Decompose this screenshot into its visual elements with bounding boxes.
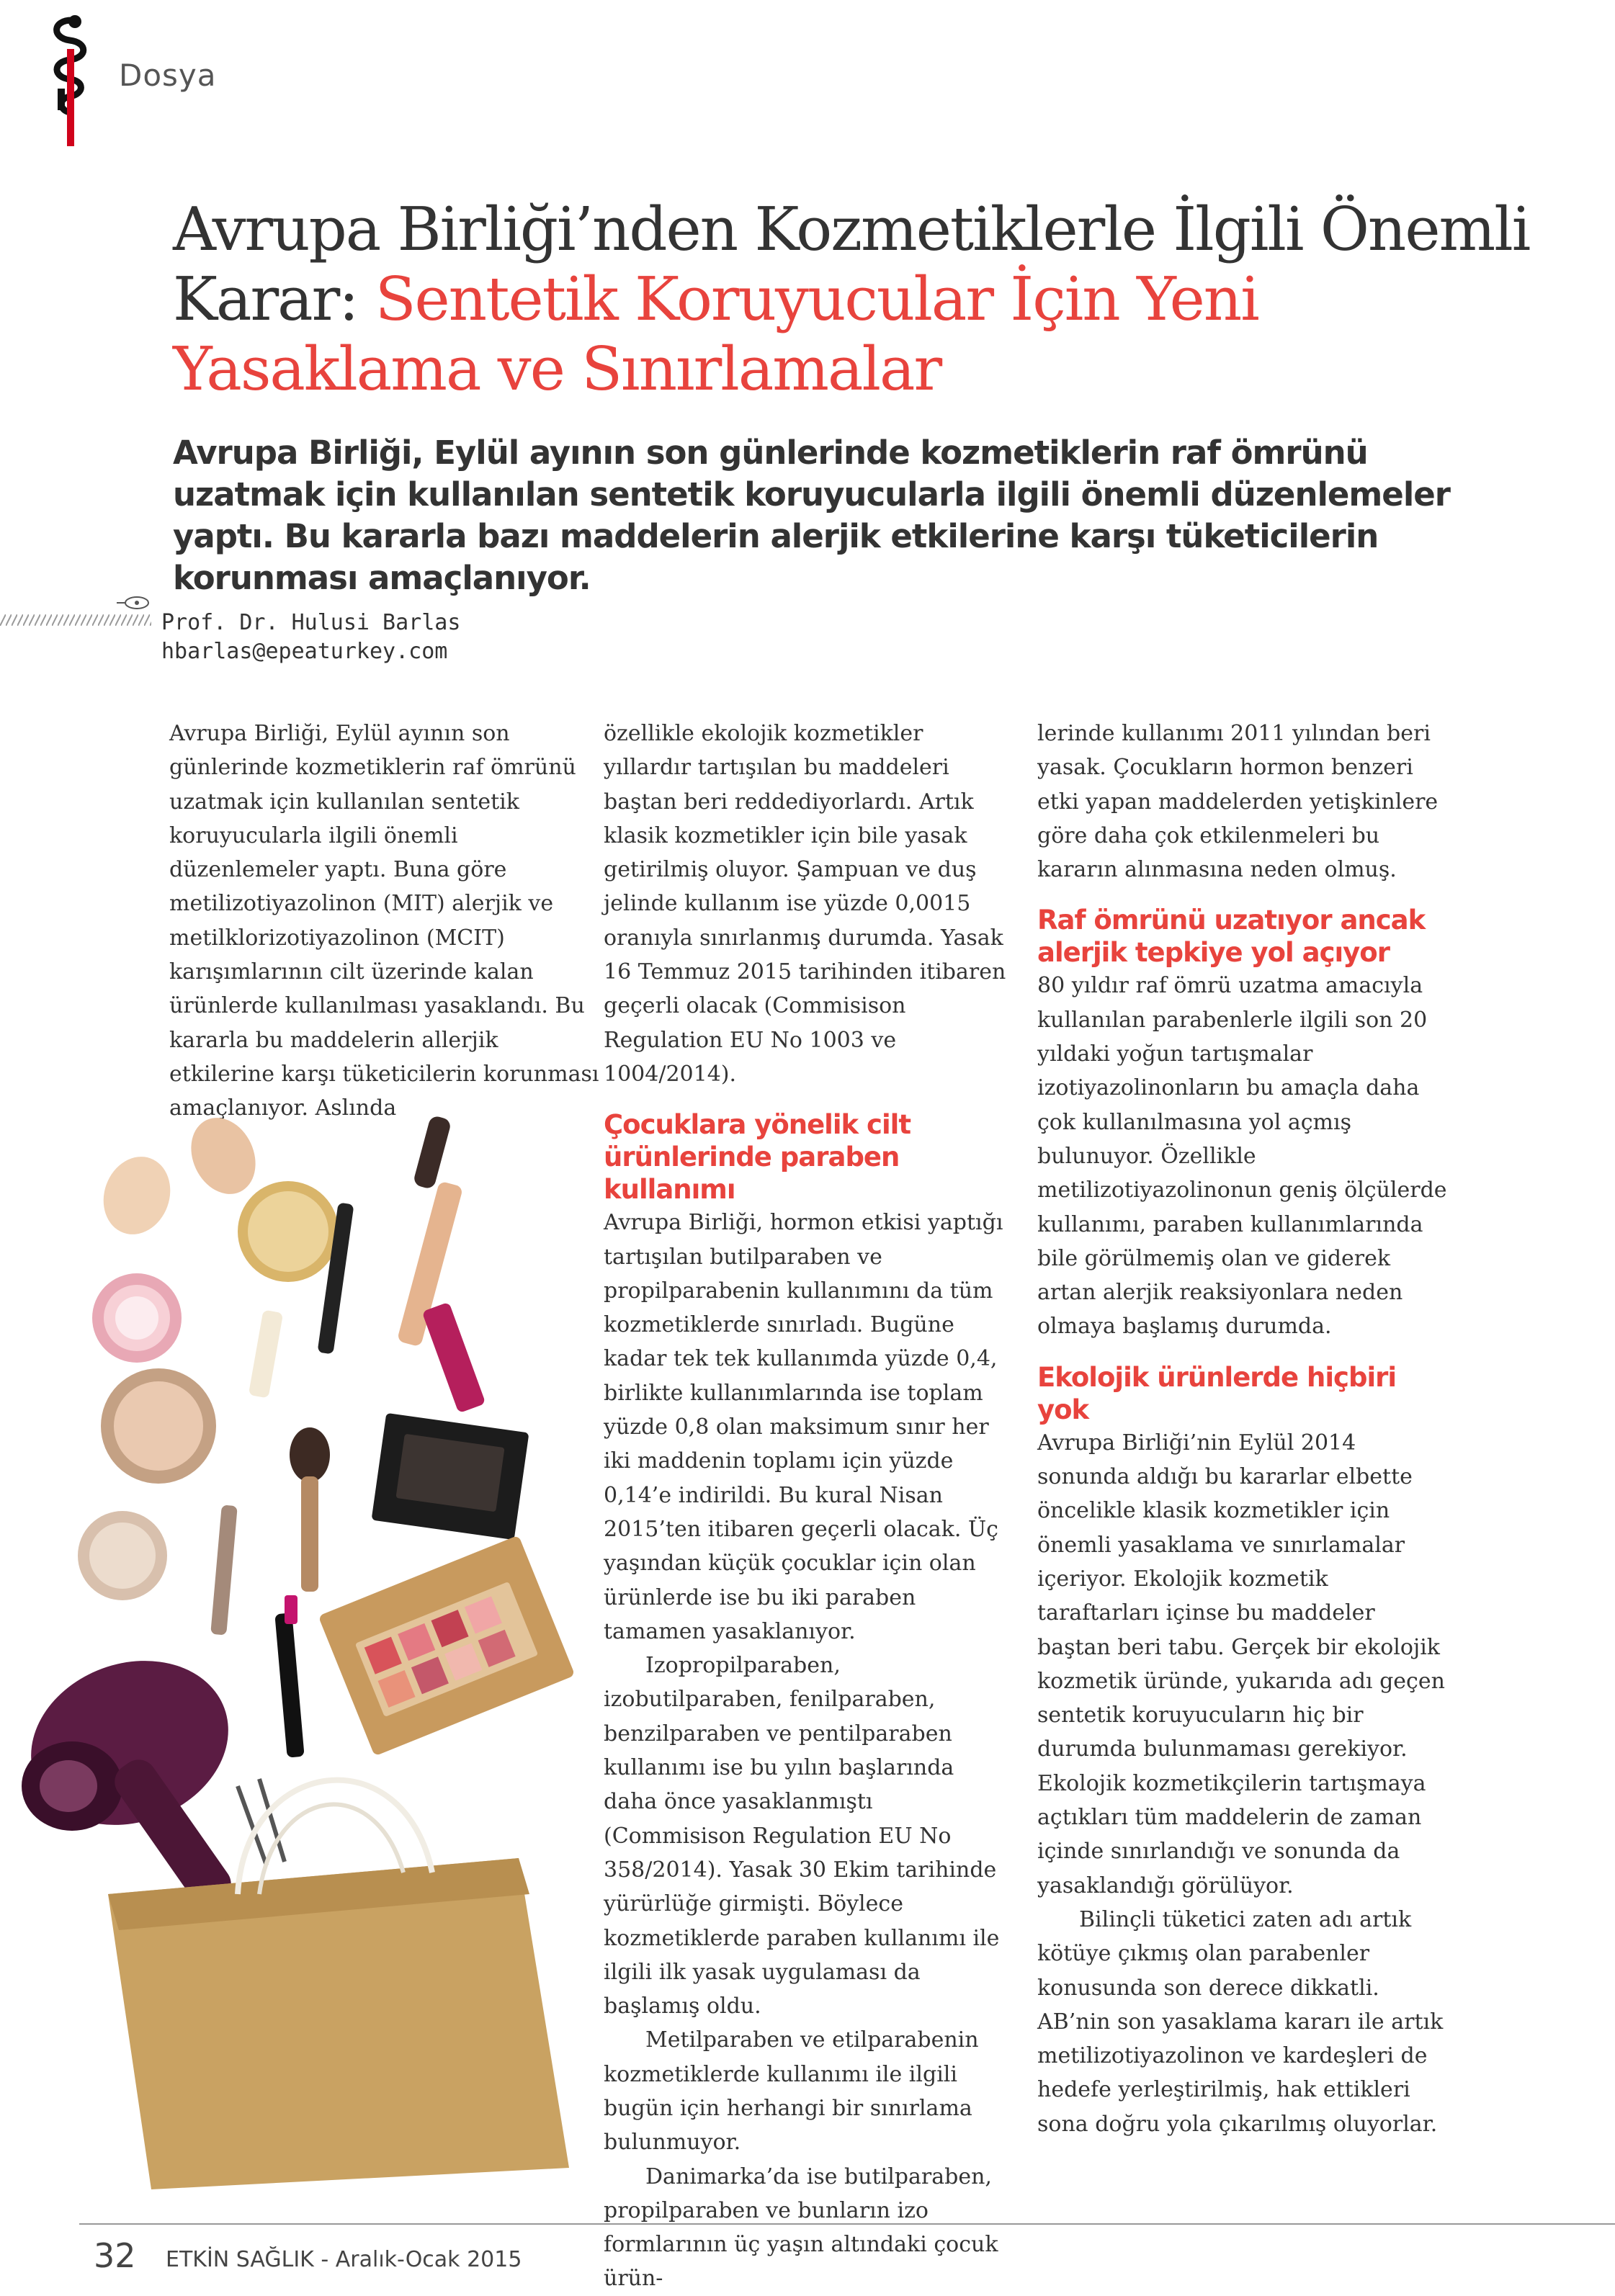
article-title — [173, 194, 1542, 404]
column-1 — [169, 717, 601, 1126]
paragraph: Metilparaben ve etilparabenin kozmetiklerde kullanımı ile ilgili bugün için herhangi bir sınırlama bulunmuyor. — [604, 2027, 979, 2156]
footer-publication: ETKİN SAĞLIK - Aralık-Ocak 2015 — [166, 2247, 522, 2272]
article-lead: Avrupa Birliği, Eylül ayının son günlerinde kozmetiklerin raf ömrünü uzatmak için kullanılan sentetik koruyucularla ilgili önemli düzenlemeler yaptı. Bu kararla bazı maddelerin alerjik etkilerine karşı tüketicilerin korunması amaçlanıyor. — [173, 434, 1450, 597]
caduceus-logo-icon — [37, 13, 102, 150]
cosmetics-bag-illustration — [0, 1066, 605, 2189]
footer-rule — [79, 2223, 1615, 2225]
author-hatch-rule — [0, 614, 151, 626]
section-label: Dosya — [119, 58, 217, 93]
subheading-ecological: Ekolojik ürünlerde hiçbiri yok — [1037, 1361, 1397, 1425]
paragraph: Avrupa Birliği, hormon etkisi yaptığı tartışılan butilparaben ve propilparabenin kullanımını da tüm kozmetiklerde sınırladı. Bugüne kadar tek tek kullanımda yüzde 0,4, birlikte kullanımlarında ise toplam yüzde 0,8 olan maksimum sınır her iki maddenin toplamı için yüzde 0,14’e indirildi. Bu kural Nisan 2015’ten itibaren geçerli olacak. Üç yaşından küçük çocuklar için olan ürünlerde ise bu iki paraben tamamen yasaklanıyor. — [604, 1210, 1003, 1644]
author-email[interactable]: hbarlas@epeaturkey.com — [161, 639, 448, 664]
paragraph: özellikle ekolojik kozmetikler yıllardır tartışılan bu maddeleri baştan beri reddediyorlardı. Artık klasik kozmetikler için bile yasak getirilmiş oluyor. Şampuan ve duş jelinde kullanım ise yüzde 0,0015 oranıyla sınırlanmış durumda. Yasak 16 Temmuz 2015 tarihinden itibaren geçerli olacak (Commisison Regulation EU No 1003 ve 1004/2014). — [604, 721, 1006, 1087]
paragraph: lerinde kullanımı 2011 yılından beri yasak. Çocukların hormon benzeri etki yapan maddelerden yetişkinlere göre daha çok etkilenmeleri bu kararın alınmasına neden olmuş. — [1037, 721, 1439, 883]
author-name: Prof. Dr. Hulusi Barlas — [161, 610, 461, 635]
column-2 — [604, 717, 1007, 2296]
title-part-highlight: Sentetik Koruyucular İçin Yeni Yasaklama ve Sınırlamalar — [173, 264, 1258, 404]
author-block — [161, 609, 460, 666]
paragraph: 80 yıldır raf ömrü uzatma amacıyla kullanılan parabenlerle ilgili son 20 yıldaki yoğun tartışmalar izotiyazolinonların bu amaçla daha çok kullanılmasına yol açmış bulunuyor. Özellikle metilizotiyazolinonun geniş ölçülerde kullanımı, paraben kullanımlarında bile görülmemiş olan ve giderek artan alerjik reaksiyonlara neden olmaya başlamış durumda. — [1037, 973, 1447, 1340]
column-3 — [1037, 717, 1448, 2141]
paragraph: Avrupa Birliği’nin Eylül 2014 sonunda aldığı bu kararlar elbette öncelikle klasik kozmetikler için önemli yasaklama ve sınırlamalar içeriyor. Ekolojik kozmetik taraftarları içinse bu maddeler baştan beri tabu. Gerçek bir ekolojik kozmetik üründe, yukarıda adı geçen sentetik koruyucuların hiç bir durumda bulunmaması gerekiyor. Ekolojik kozmetikçilerin tartışmaya açtıkları tüm maddelerin de zaman içinde sınırlandığı ve sonunda da yasaklandığı görülüyor. — [1037, 1430, 1445, 1898]
paragraph: Izopropilparaben, izobutilparaben, fenilparaben, benzilparaben ve pentilparaben kullanımı ise bu yılın başlarında daha önce yasaklanmıştı (Commisison Regulation EU No 358/2014). Yasak 30 Ekim tarihinde yürürlüğe girmişti. Böylece kozmetiklerde paraben kullanımı ile ilgili ilk yasak uygulaması da başlamış oldu. — [604, 1653, 1000, 2019]
title-part-main: Avrupa Birliği’nden Kozmetiklerle İlgili Önemli Karar: — [173, 194, 1530, 334]
paragraph: Bilinçli tüketici zaten adı artık kötüye çıkmış olan parabenler konusunda son derece dikkatli. AB’nin son yasaklama kararı ile artık metilizotiyazolinon ve kardeşleri de hedefe yerleştirilmiş, hak ettikleri sona doğru yola çıkarılmış oluyorlar. — [1037, 1906, 1444, 2137]
paragraph: Avrupa Birliği, Eylül ayının son günlerinde kozmetiklerin raf ömrünü uzatmak için kullanılan sentetik koruyucularla ilgili önemli düzenlemeler yaptı. Buna göre metilizotiyazolinon (MIT) alerjik ve metilklorizotiyazolinon (MCIT) karışımlarının cilt üzerinde kalan ürünlerde kullanılması yasaklandı. Bu kararla bu maddelerin allerjik etkilerine karşı tüketicilerin korunması amaçlanıyor. Aslında — [169, 721, 599, 1121]
subheading-children-products: Çocuklara yönelik cilt ürünlerinde paraben kullanımı — [604, 1109, 911, 1206]
page-number: 32 — [94, 2236, 136, 2275]
subheading-shelf-life: Raf ömrünü uzatıyor ancak alerjik tepkiye yol açıyor — [1037, 905, 1426, 969]
paragraph: Danimarka’da ise butilparaben, propilparaben ve bunların izo formlarının üç yaşın altındaki çocuk ürün- — [604, 2163, 998, 2292]
pen-icon — [115, 594, 151, 611]
